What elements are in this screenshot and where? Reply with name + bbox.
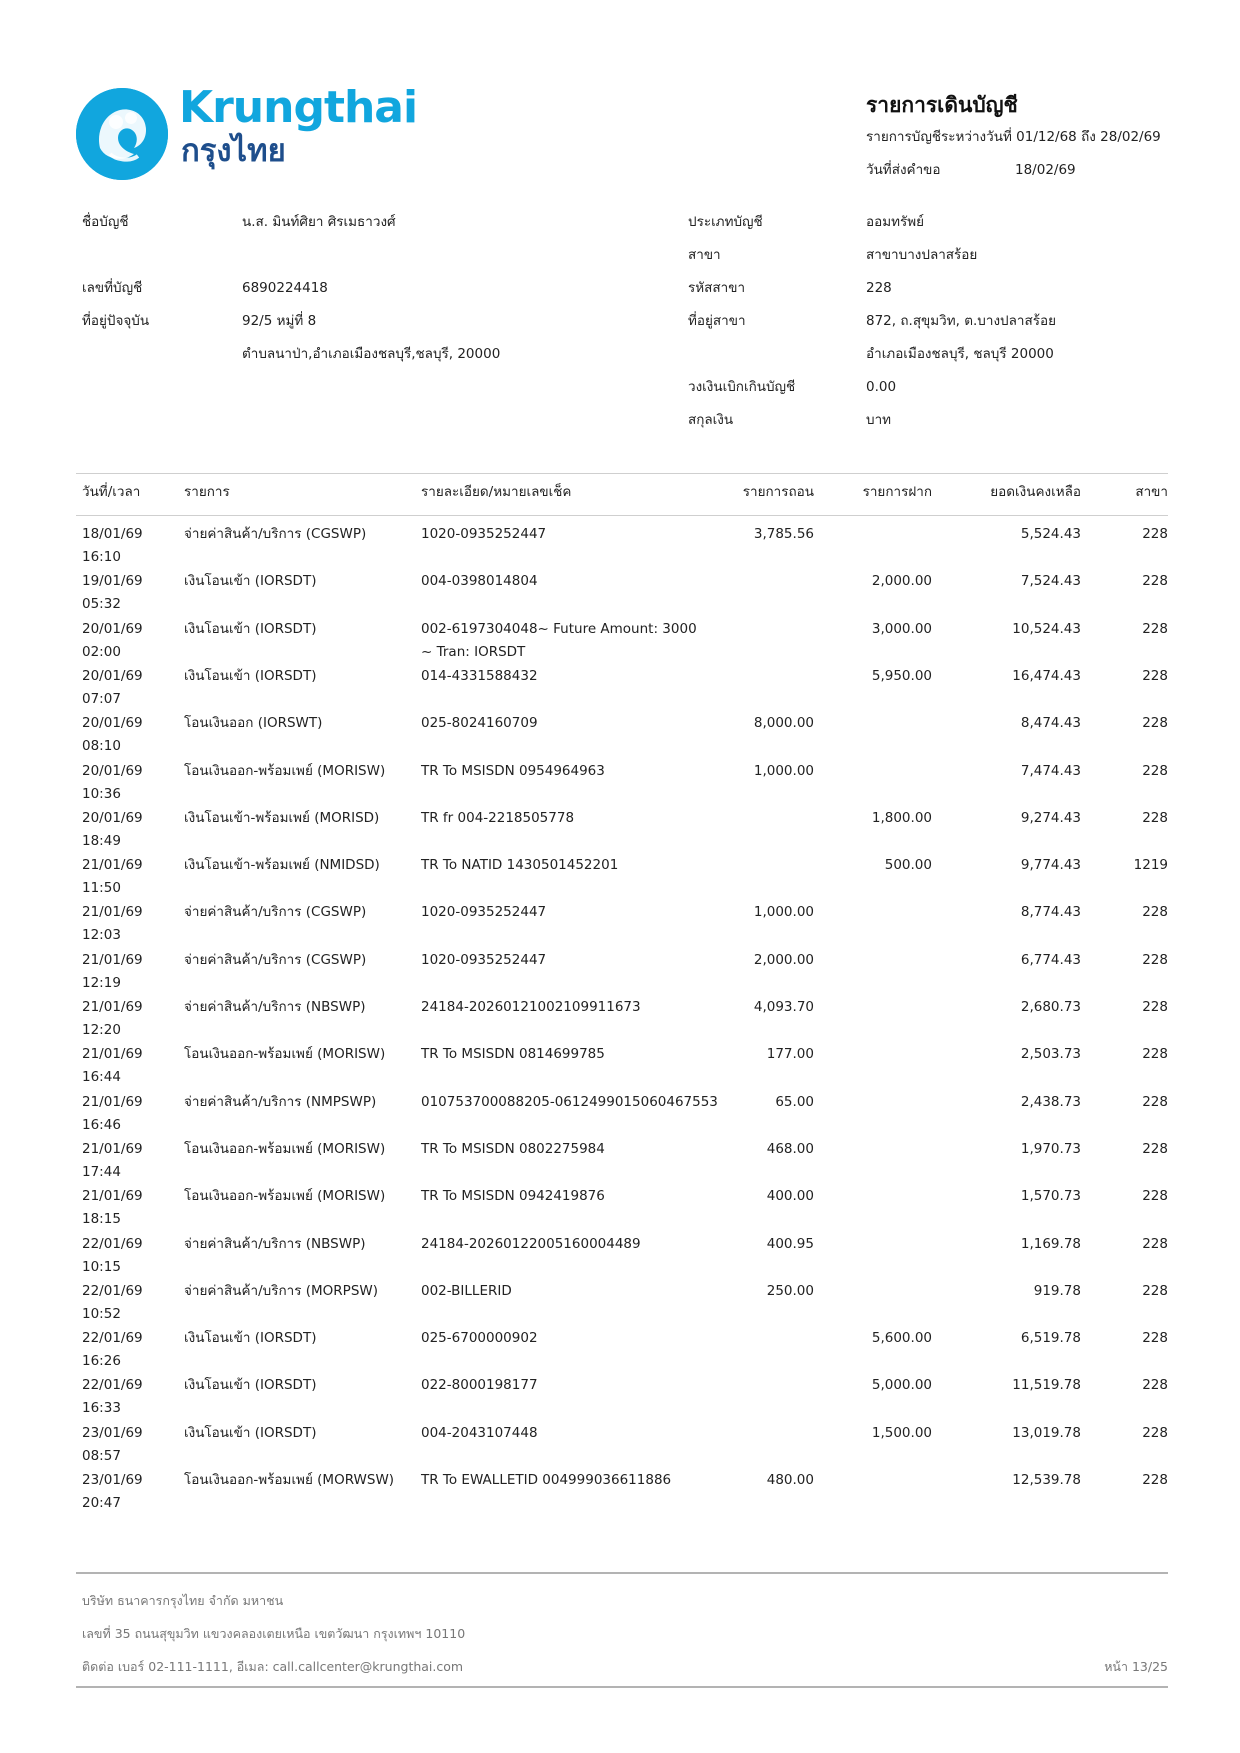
row-detail: 24184-20260122005160004489: [421, 1236, 641, 1252]
row-time: 10:15: [82, 1259, 121, 1275]
branch-code-label: รหัสสาขา: [688, 280, 746, 296]
row-balance: 2,438.73: [1020, 1094, 1081, 1110]
branch-code-value: 228: [866, 280, 892, 296]
row-withdraw: 3,785.56: [753, 526, 814, 542]
row-time: 07:07: [82, 691, 121, 707]
row-detail: 002-6197304048~ Future Amount: 3000: [421, 621, 697, 637]
row-date: 22/01/69: [82, 1283, 143, 1299]
row-date: 21/01/69: [82, 1046, 143, 1062]
row-detail-continued: ~ Tran: IORSDT: [421, 644, 526, 660]
row-balance: 8,474.43: [1020, 715, 1081, 731]
row-item: จ่ายค่าสินค้า/บริการ (NMPSWP): [184, 1094, 377, 1110]
account-name-label: ชื่อบัญชี: [82, 214, 129, 230]
row-detail: TR To MSISDN 0814699785: [421, 1046, 605, 1062]
row-date: 22/01/69: [82, 1236, 143, 1252]
period-sep: ถึง: [1081, 129, 1096, 145]
row-item: เงินโอนเข้า (IORSDT): [184, 621, 317, 637]
row-date: 23/01/69: [82, 1472, 143, 1488]
account-type-value: ออมทรัพย์: [866, 214, 925, 230]
row-withdraw: 8,000.00: [753, 715, 814, 731]
row-deposit: 2,000.00: [871, 573, 932, 589]
header-branch: สาขา: [1135, 484, 1168, 500]
row-item: เงินโอนเข้า (IORSDT): [184, 668, 317, 684]
row-time: 16:33: [82, 1400, 121, 1416]
row-balance: 5,524.43: [1020, 526, 1081, 542]
row-balance: 1,570.73: [1020, 1188, 1081, 1204]
row-detail: 004-2043107448: [421, 1425, 538, 1441]
header-detail: รายละเอียด/หมายเลขเช็ค: [421, 484, 572, 500]
row-branch: 228: [1142, 715, 1168, 731]
row-time: 10:52: [82, 1306, 121, 1322]
row-date: 20/01/69: [82, 715, 143, 731]
header-item: รายการ: [184, 484, 230, 500]
row-branch: 228: [1142, 1377, 1168, 1393]
row-branch: 228: [1142, 1283, 1168, 1299]
account-name-value: น.ส. มินท์ศิยา ศิรเมธาวงศ์: [242, 214, 396, 230]
row-detail: TR To NATID 1430501452201: [421, 857, 619, 873]
request-date-value: 18/02/69: [1015, 162, 1076, 178]
row-time: 12:20: [82, 1022, 121, 1038]
statement-title: รายการเดินบัญชี: [866, 93, 1018, 117]
row-detail: 002-BILLERID: [421, 1283, 512, 1299]
address-label: ที่อยู่ปัจจุบัน: [82, 313, 150, 329]
row-deposit: 1,500.00: [871, 1425, 932, 1441]
row-item: เงินโอนเข้า-พร้อมเพย์ (NMIDSD): [184, 857, 380, 873]
row-date: 20/01/69: [82, 810, 143, 826]
row-branch: 228: [1142, 763, 1168, 779]
row-date: 20/01/69: [82, 621, 143, 637]
row-time: 10:36: [82, 786, 121, 802]
row-item: โอนเงินออก-พร้อมเพย์ (MORISW): [184, 1046, 386, 1062]
row-detail: 025-8024160709: [421, 715, 538, 731]
branch-label: สาขา: [688, 247, 721, 263]
row-detail: 004-0398014804: [421, 573, 538, 589]
branch-value: สาขาบางปลาสร้อย: [866, 247, 978, 263]
row-item: จ่ายค่าสินค้า/บริการ (MORPSW): [184, 1283, 379, 1299]
row-detail: TR To EWALLETID 004999036611886: [421, 1472, 672, 1488]
row-branch: 228: [1142, 1472, 1168, 1488]
row-time: 12:03: [82, 927, 121, 943]
row-item: เงินโอนเข้า-พร้อมเพย์ (MORISD): [184, 810, 380, 826]
footer-address: เลขที่ 35 ถนนสุขุมวิท แขวงคลองเตยเหนือ เขตวัฒนา กรุงเทพฯ 10110: [82, 1626, 466, 1641]
row-balance: 2,680.73: [1020, 999, 1081, 1015]
row-balance: 9,774.43: [1020, 857, 1081, 873]
row-balance: 13,019.78: [1012, 1425, 1081, 1441]
row-time: 11:50: [82, 880, 121, 896]
footer-bottom-rule: [76, 1686, 1168, 1688]
row-branch: 228: [1142, 1141, 1168, 1157]
row-branch: 1219: [1133, 857, 1168, 873]
row-withdraw: 468.00: [766, 1141, 814, 1157]
row-balance: 2,503.73: [1020, 1046, 1081, 1062]
row-withdraw: 480.00: [766, 1472, 814, 1488]
period-label: รายการบัญชีระหว่างวันที่: [866, 129, 1012, 145]
row-balance: 919.78: [1033, 1283, 1081, 1299]
row-branch: 228: [1142, 810, 1168, 826]
row-withdraw: 65.00: [775, 1094, 814, 1110]
row-date: 23/01/69: [82, 1425, 143, 1441]
row-balance: 1,169.78: [1020, 1236, 1081, 1252]
row-time: 05:32: [82, 596, 121, 612]
row-date: 21/01/69: [82, 952, 143, 968]
row-detail: TR fr 004-2218505778: [421, 810, 575, 826]
row-balance: 9,274.43: [1020, 810, 1081, 826]
row-deposit: 3,000.00: [871, 621, 932, 637]
row-branch: 228: [1142, 904, 1168, 920]
period-to: 28/02/69: [1100, 129, 1161, 145]
footer-contact: ติดต่อ เบอร์ 02-111-1111, อีเมล: call.callcenter@krungthai.com: [82, 1659, 464, 1674]
row-date: 20/01/69: [82, 668, 143, 684]
row-detail: 010753700088205-0612499015060467553: [421, 1094, 718, 1110]
row-branch: 228: [1142, 526, 1168, 542]
header-balance: ยอดเงินคงเหลือ: [990, 484, 1081, 500]
row-time: 08:57: [82, 1448, 121, 1464]
row-detail: 1020-0935252447: [421, 904, 547, 920]
row-withdraw: 400.95: [766, 1236, 814, 1252]
row-item: จ่ายค่าสินค้า/บริการ (CGSWP): [184, 904, 367, 920]
row-balance: 1,970.73: [1020, 1141, 1081, 1157]
branch-address-line1: 872, ถ.สุขุมวิท, ต.บางปลาสร้อย: [866, 313, 1056, 329]
row-branch: 228: [1142, 1046, 1168, 1062]
row-withdraw: 2,000.00: [753, 952, 814, 968]
row-branch: 228: [1142, 1188, 1168, 1204]
row-withdraw: 1,000.00: [753, 904, 814, 920]
row-balance: 16,474.43: [1012, 668, 1081, 684]
row-withdraw: 250.00: [766, 1283, 814, 1299]
row-balance: 10,524.43: [1012, 621, 1081, 637]
row-time: 16:26: [82, 1353, 121, 1369]
row-date: 21/01/69: [82, 1094, 143, 1110]
row-date: 20/01/69: [82, 763, 143, 779]
row-time: 16:10: [82, 549, 121, 565]
header-withdraw: รายการถอน: [742, 484, 814, 500]
row-branch: 228: [1142, 999, 1168, 1015]
row-deposit: 5,600.00: [871, 1330, 932, 1346]
currency-value: บาท: [866, 412, 892, 428]
row-withdraw: 4,093.70: [753, 999, 814, 1015]
row-balance: 12,539.78: [1012, 1472, 1081, 1488]
row-detail: 022-8000198177: [421, 1377, 538, 1393]
overdraft-label: วงเงินเบิกเกินบัญชี: [688, 379, 796, 395]
row-detail: 24184-20260121002109911673: [421, 999, 641, 1015]
branch-address-label: ที่อยู่สาขา: [688, 313, 746, 329]
row-withdraw: 400.00: [766, 1188, 814, 1204]
row-balance: 6,774.43: [1020, 952, 1081, 968]
row-item: จ่ายค่าสินค้า/บริการ (NBSWP): [184, 999, 366, 1015]
row-date: 21/01/69: [82, 857, 143, 873]
row-item: โอนเงินออก-พร้อมเพย์ (MORISW): [184, 1188, 386, 1204]
currency-label: สกุลเงิน: [688, 412, 734, 428]
row-detail: TR To MSISDN 0802275984: [421, 1141, 605, 1157]
row-balance: 7,524.43: [1020, 573, 1081, 589]
footer-top-rule: [76, 1572, 1168, 1574]
overdraft-value: 0.00: [866, 379, 897, 395]
row-time: 18:15: [82, 1211, 121, 1227]
row-item: โอนเงินออก-พร้อมเพย์ (MORISW): [184, 1141, 386, 1157]
footer-company: บริษัท ธนาคารกรุงไทย จำกัด มหาชน: [82, 1593, 284, 1608]
row-detail: 025-6700000902: [421, 1330, 538, 1346]
row-item: โอนเงินออก-พร้อมเพย์ (MORISW): [184, 763, 386, 779]
request-date-label: วันที่ส่งคำขอ: [866, 162, 941, 178]
row-detail: 1020-0935252447: [421, 952, 547, 968]
row-deposit: 5,950.00: [871, 668, 932, 684]
row-date: 21/01/69: [82, 999, 143, 1015]
row-date: 21/01/69: [82, 904, 143, 920]
row-detail: TR To MSISDN 0942419876: [421, 1188, 605, 1204]
row-item: จ่ายค่าสินค้า/บริการ (NBSWP): [184, 1236, 366, 1252]
row-item: เงินโอนเข้า (IORSDT): [184, 573, 317, 589]
row-branch: 228: [1142, 1236, 1168, 1252]
row-branch: 228: [1142, 573, 1168, 589]
row-date: 22/01/69: [82, 1377, 143, 1393]
row-detail: 014-4331588432: [421, 668, 538, 684]
row-item: เงินโอนเข้า (IORSDT): [184, 1377, 317, 1393]
row-date: 21/01/69: [82, 1141, 143, 1157]
row-branch: 228: [1142, 668, 1168, 684]
row-detail: TR To MSISDN 0954964963: [421, 763, 605, 779]
row-balance: 11,519.78: [1012, 1377, 1081, 1393]
row-time: 12:19: [82, 975, 121, 991]
address-line1: 92/5 หมู่ที่ 8: [242, 313, 317, 329]
row-time: 20:47: [82, 1495, 121, 1511]
row-item: จ่ายค่าสินค้า/บริการ (CGSWP): [184, 952, 367, 968]
row-branch: 228: [1142, 1330, 1168, 1346]
row-date: 19/01/69: [82, 573, 143, 589]
row-deposit: 5,000.00: [871, 1377, 932, 1393]
branch-address-line2: อำเภอเมืองชลบุรี, ชลบุรี 20000: [866, 346, 1054, 362]
row-balance: 7,474.43: [1020, 763, 1081, 779]
row-item: จ่ายค่าสินค้า/บริการ (CGSWP): [184, 526, 367, 542]
row-time: 16:44: [82, 1069, 121, 1085]
row-withdraw: 177.00: [766, 1046, 814, 1062]
account-type-label: ประเภทบัญชี: [688, 214, 763, 230]
row-item: เงินโอนเข้า (IORSDT): [184, 1425, 317, 1441]
row-branch: 228: [1142, 621, 1168, 637]
period-from: 01/12/68: [1016, 129, 1077, 145]
row-deposit: 500.00: [884, 857, 932, 873]
row-withdraw: 1,000.00: [753, 763, 814, 779]
row-date: 22/01/69: [82, 1330, 143, 1346]
row-time: 08:10: [82, 738, 121, 754]
row-time: 18:49: [82, 833, 121, 849]
row-branch: 228: [1142, 1094, 1168, 1110]
row-deposit: 1,800.00: [871, 810, 932, 826]
row-detail: 1020-0935252447: [421, 526, 547, 542]
row-item: เงินโอนเข้า (IORSDT): [184, 1330, 317, 1346]
address-line2: ตำบลนาป่า,อำเภอเมืองชลบุรี,ชลบุรี, 20000: [242, 346, 501, 362]
header-deposit: รายการฝาก: [862, 484, 932, 500]
footer-page-number: หน้า 13/25: [1104, 1659, 1168, 1674]
header-datetime: วันที่/เวลา: [82, 484, 141, 500]
logo-text-th: กรุงไทย: [181, 133, 286, 169]
row-date: 18/01/69: [82, 526, 143, 542]
row-balance: 6,519.78: [1020, 1330, 1081, 1346]
logo-text-en: Krungthai: [179, 82, 418, 133]
row-date: 21/01/69: [82, 1188, 143, 1204]
row-time: 02:00: [82, 644, 121, 660]
row-time: 17:44: [82, 1164, 121, 1180]
row-item: โอนเงินออก (IORSWT): [184, 715, 323, 731]
account-number-label: เลขที่บัญชี: [82, 280, 143, 296]
row-balance: 8,774.43: [1020, 904, 1081, 920]
row-time: 16:46: [82, 1117, 121, 1133]
row-item: โอนเงินออก-พร้อมเพย์ (MORWSW): [184, 1472, 395, 1488]
row-branch: 228: [1142, 1425, 1168, 1441]
account-number-value: 6890224418: [242, 280, 328, 296]
row-branch: 228: [1142, 952, 1168, 968]
